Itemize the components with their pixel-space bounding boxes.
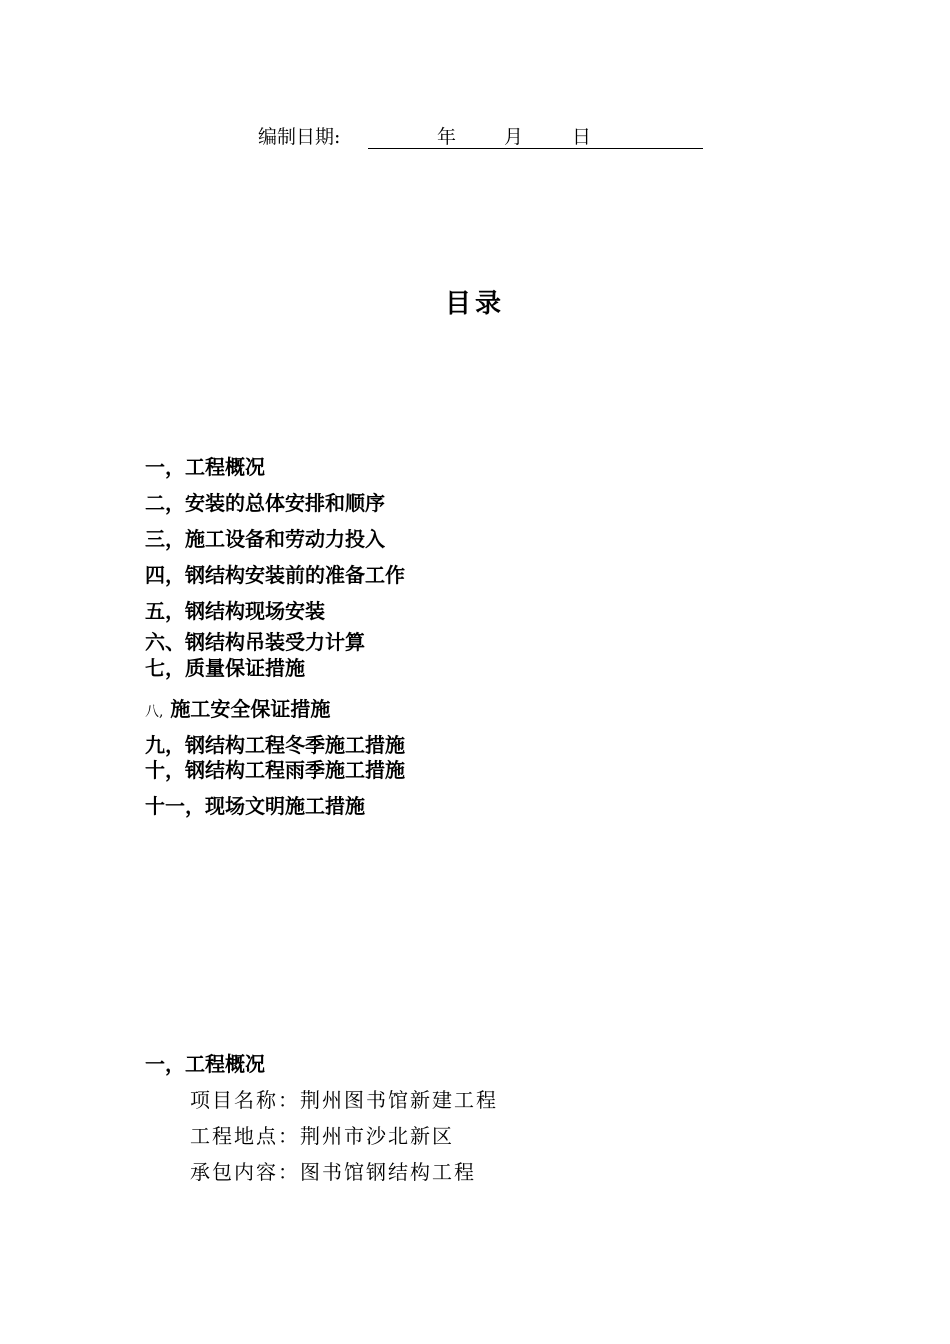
toc-item-8-prefix: 八, — [145, 704, 164, 720]
toc-item-11: 十一，现场文明施工措施 — [145, 794, 365, 818]
date-month-unit: 月 — [504, 126, 524, 148]
project-location-row: 工程地点：荆州市沙北新区 — [190, 1124, 454, 1148]
toc-item-1: 一，工程概况 — [145, 455, 265, 479]
toc-item-7: 七，质量保证措施 — [145, 656, 305, 680]
toc-item-8 — [145, 695, 330, 726]
toc-item-4: 四，钢结构安装前的准备工作 — [145, 563, 405, 587]
compile-date-label: 编制日期: — [258, 126, 341, 148]
compile-date-blank — [368, 122, 703, 149]
contract-scope-row: 承包内容：图书馆钢结构工程 — [190, 1160, 476, 1184]
toc-item-9: 九，钢结构工程冬季施工措施 — [145, 733, 405, 757]
toc-item-3: 三，施工设备和劳动力投入 — [145, 527, 385, 551]
project-name-row: 项目名称：荆州图书馆新建工程 — [190, 1088, 498, 1112]
toc-title: 目录 — [444, 289, 505, 319]
date-day-unit: 日 — [572, 126, 592, 148]
toc-item-8-text: 施工安全保证措施 — [170, 697, 331, 721]
toc-item-5: 五，钢结构现场安装 — [145, 599, 325, 623]
toc-item-2: 二，安装的总体安排和顺序 — [145, 491, 385, 515]
section-heading: 一，工程概况 — [145, 1052, 265, 1076]
date-year-unit: 年 — [437, 126, 457, 148]
toc-item-6: 六、钢结构吊装受力计算 — [145, 630, 365, 654]
toc-item-10: 十，钢结构工程雨季施工措施 — [145, 758, 405, 782]
